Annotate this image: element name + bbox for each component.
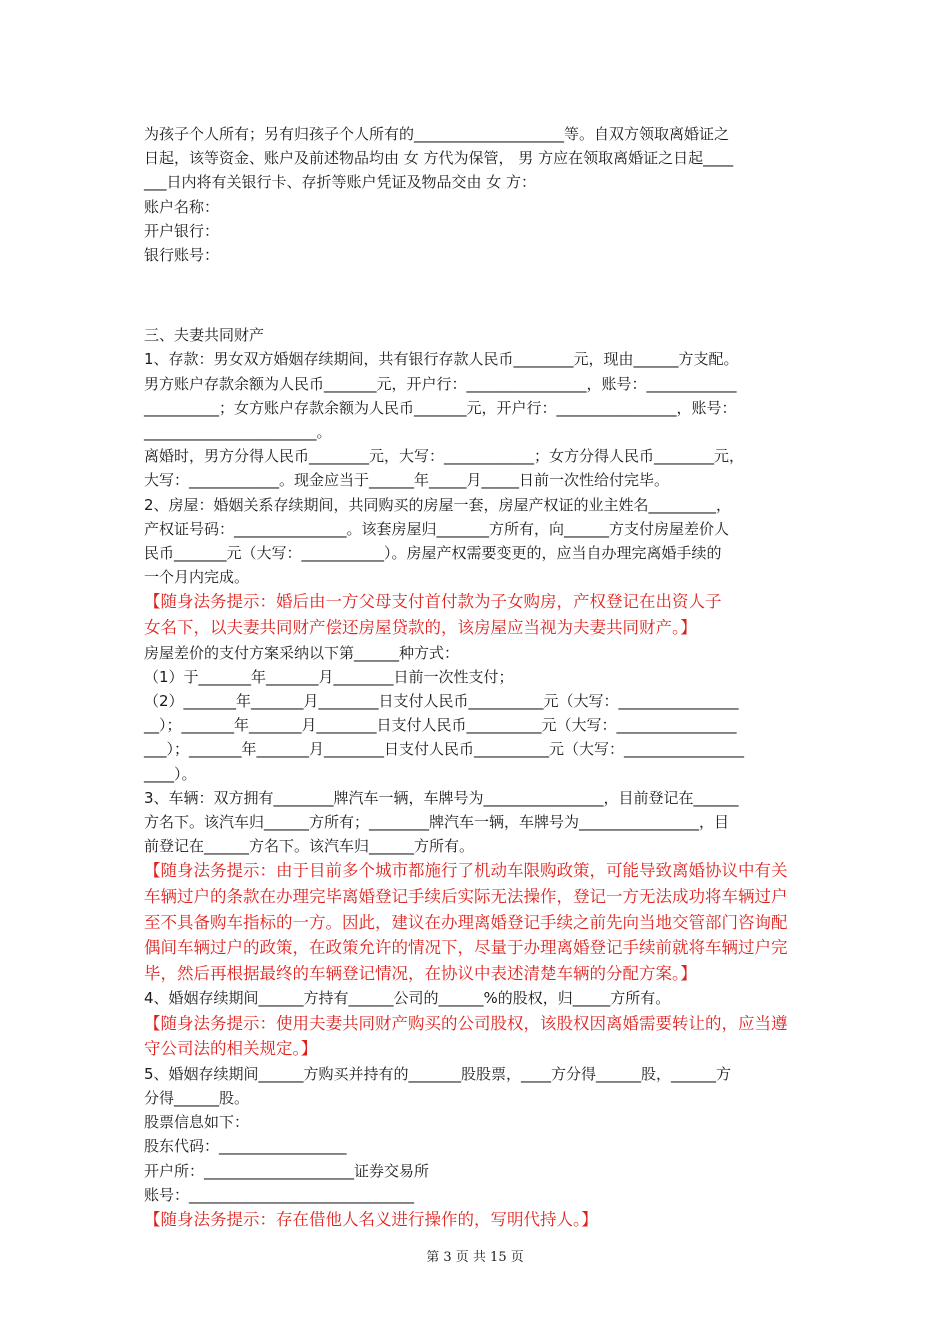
text-line: _______________________。 [144,423,332,442]
text-line: 男方账户存款余额为人民币_______元，开户行：________________，账号：____________ [144,374,737,393]
legal-tip-line: 毕，然后再根据最终的车辆登记情况，在协议中表述清楚车辆的分配方案。】 [144,963,697,983]
document-body [144,122,816,1233]
text-line: 离婚时，男方分得人民币________元，大写：____________；女方分得人民币________元， [144,447,745,466]
text-line: 账号：______________________________ [144,1185,415,1204]
text-line: 2、房屋：婚姻关系存续期间，共同购买的房屋一套，房屋产权证的业主姓名_________， [144,495,732,514]
legal-tip-line: 车辆过户的条款在办理完毕离婚登记手续后实际无法操作，登记一方无法成功将车辆过户 [144,887,788,907]
text-line: 1、存款：男女双方婚姻存续期间，共有银行存款人民币________元，现由______方支配。 [144,350,739,369]
text-line: 开户所：____________________证券交易所 [144,1161,430,1180]
legal-tip-line: 至不具备购车指标的一方。因此，建议在办理离婚登记手续之前先向当地交管部门咨询配 [144,912,788,932]
legal-tip-line: 守公司法的相关规定。】 [144,1039,318,1059]
text-line: 分得______股。 [144,1089,250,1108]
legal-tip-line: 【随身法务提示：婚后由一方父母支付首付款为子女购房，产权登记在出资人子 [144,592,722,612]
text-line: 房屋差价的支付方案采纳以下第______种方式： [144,643,460,662]
text-line: ___日内将有关银行卡、存折等账户凭证及物品交由 女 方： [144,173,537,192]
text-line: 账户名称： [144,197,220,216]
text-line: 银行账号： [144,246,220,265]
legal-tip-line: 【随身法务提示：由于目前多个城市都施行了机动车限购政策，可能导致离婚协议中有关 [144,861,788,881]
page-footer: 第 3 页 共 15 页 [426,1250,524,1265]
text-line: __________；女方账户存款余额为人民币_______元，开户行：________________，账号： [144,398,737,417]
text-line: 3、车辆：双方拥有________牌汽车一辆，车牌号为________________，目前登记在______ [144,788,739,807]
legal-tip-line: 偶间车辆过户的政策，在政策允许的情况下，尽量于办理离婚登记手续前就将车辆过户完 [144,938,788,958]
legal-tip-line: 【随身法务提示：存在借他人名义进行操作的，写明代持人。】 [144,1210,598,1230]
text-line: （1）于_______年_______月________日前一次性支付； [144,667,514,686]
text-line: 民币_______元（大写：___________）。房屋产权需要变更的，应当自办理完离婚手续的 [144,544,722,563]
text-line: 一个月内完成。 [144,568,250,587]
text-line: 产权证号码：_______________。该套房屋归_______方所有，向______方支付房屋差价人 [144,519,730,538]
legal-tip-line: 女名下，以夫妻共同财产偿还房屋贷款的，该房屋应当视为夫妻共同财产。】 [144,618,697,638]
text-line: 大写：____________。现金应当于______年_____月_____日前一次性给付完毕。 [144,471,670,490]
text-line: （2）_______年_______月________日支付人民币__________元（大写：________________ [144,692,739,711]
text-line: 为孩子个人所有；另有归孩子个人所有的____________________等。自双方领取离婚证之 [144,125,730,143]
text-line: 日起，该等资金、账户及前述物品均由 女 方代为保管， 男 方应在领取离婚证之日起____ [144,149,734,168]
text-line: 前登记在______方名下。该汽车归______方所有。 [144,837,475,856]
text-line: __）；_______年_______月________日支付人民币__________元（大写：________________ [144,716,737,735]
text-line: 开户银行： [144,221,220,240]
text-line: 方名下。该汽车归______方所有；________牌汽车一辆，车牌号为________________，目 [144,813,730,832]
text-line: 三、夫妻共同财产 [144,326,265,345]
text-line: 4、婚姻存续期间______方持有______公司的______%的股权，归_____方所有。 [144,989,671,1008]
text-line: 5、婚姻存续期间______方购买并持有的_______股股票，____方分得______股，______方 [144,1064,732,1083]
text-line: 股票信息如下： [144,1113,250,1132]
legal-tip-line: 【随身法务提示：使用夫妻共同财产购买的公司股权，该股权因离婚需要转让的，应当遵 [144,1013,788,1033]
text-line: ____）。 [144,764,197,783]
text-line: 股东代码：_________________ [144,1137,347,1156]
blank-line [144,283,816,307]
text-line: ___）；_______年_______月________日支付人民币__________元（大写：________________ [144,740,745,759]
